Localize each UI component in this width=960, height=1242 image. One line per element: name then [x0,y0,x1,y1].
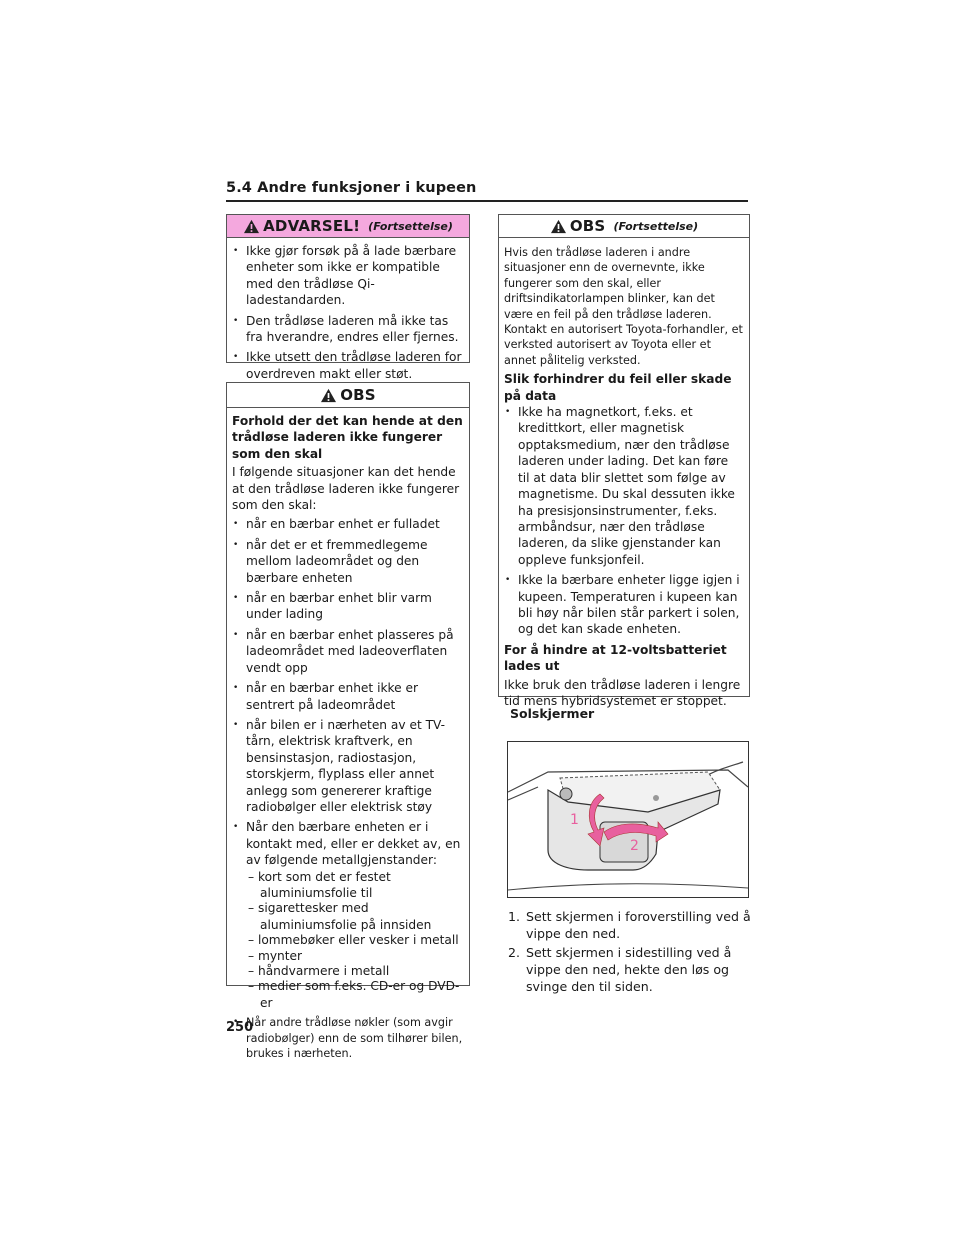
list-item: • Ikke gjør forsøk på å lade bærbare enheter som ikke er kompatible med den trådløse Qi-ladestandarden. [232,243,463,309]
list-item: • når en bærbar enhet er fulladet [232,516,463,532]
step-number: 1. [508,909,521,924]
caution-triangle-icon [550,219,567,234]
section-header [226,180,748,202]
list-item: • Den trådløse laderen må ikke tas fra hverandre, endres eller fjernes. [232,313,463,346]
list-item: • Ikke ha magnetkort, f.eks. et kredittkort, eller magnetisk opptaksmedium, nær den trådløse laderen under lading. Det kan føre til at data blir slettet som følge av magnetisme. Du skal dessuten ikke ha presisjonsinstrumenter, f.eks. armbåndsur, nær den trådløse laderen, da slike gjenstander kan oppleve funksjonfeil. [504,404,743,568]
obs-header [499,215,749,238]
obs-subheading: Slik forhindrer du feil eller skade på data [504,372,732,403]
section-title: 5.4 Andre funksjoner i kupeen [226,180,477,196]
obs-header [227,383,469,408]
step-item [508,944,752,995]
list-item: • Når andre trådløse nøkler (som avgir radiobølger) enn de som tilhører bilen, brukes i nærheten. [232,1015,463,1061]
obs-outro: Ikke bruk den trådløse laderen i lengre tid mens hybridsystemet er stoppet. [504,677,741,708]
list-item: • Når den bærbare enheten er i kontakt med, eller er dekket av, en av følgende metallgjenstander: [232,819,463,868]
obs-subheading: For å hindre at 12-voltsbatteriet lades ut [504,642,727,674]
list-item: • når bilen er i nærheten av et TV-tårn, elektrisk kraftverk, en bensinstasjon, radiostasjon, storskjerm, flyplass eller annet anlegg som genererer kraftige radiobølger eller elektrisk støy [232,717,463,815]
sun-visor-steps [508,908,752,997]
page-number: 250 [226,1020,254,1035]
obs-box-continued [498,214,750,708]
obs-intro: Hvis den trådløse laderen i andre situasjoner enn de overnevnte, ikke fungerer som den skal, eller driftsindikatorlampen blinker, kan det være en feil på den trådløse laderen. Kontakt en autorisert Toyota-forhandler, et verksted autorisert av Toyota eller et annet pålitelig verksted. [504,246,743,367]
obs-heading: OBS [569,217,606,235]
list-item: • når en bærbar enhet blir varm under lading [232,590,463,623]
sub-list-item: – mynter [248,948,303,963]
sun-visor-heading: Solskjermer [510,706,595,721]
sub-list-item: – lommebøker eller vesker i metall [248,933,459,948]
list-item: • Ikke la bærbare enheter ligge igjen i kupeen. Temperaturen i kupeen kan bli høy når bilen står parkert i solen, og det kan skade enheten. [504,572,743,638]
continued-label: (Fortsettelse) [613,219,699,233]
step-number: 2. [508,945,521,960]
sun-visor-figure [507,741,749,898]
list-item: • når en bærbar enhet plasseres på ladeområdet med ladeoverflaten vendt opp [232,627,463,676]
sun-visor-illustration [508,742,748,897]
list-item: • når det er et fremmedlegeme mellom ladeområdet og den bærbare enheten [232,537,463,586]
sub-list-item: – kort som det er festet aluminiumsfolie til [248,869,391,900]
step-text: Sett skjermen i sidestilling ved å vippe den ned, hekte den løs og svinge den til siden. [526,945,732,994]
warning-header [227,215,469,238]
warning-triangle-icon [243,219,260,234]
figure-label-1: 1 [570,812,579,828]
sub-list-item: – håndvarmere i metall [248,964,390,978]
figure-label-2: 2 [630,838,639,854]
caution-triangle-icon [320,388,337,403]
step-text: Sett skjermen i foroverstilling ved å vippe den ned. [526,909,751,941]
obs-intro: I følgende situasjoner kan det hende at den trådløse laderen ikke fungerer som den skal: [232,465,460,513]
step-item [508,908,752,942]
obs-subheading: Forhold der det kan hende at den trådløse laderen ikke fungerer som den skal [232,414,463,461]
sub-list-item: – medier som f.eks. CD-er og DVD-er [248,979,460,1010]
continued-label: (Fortsettelse) [368,219,453,233]
sub-list-item: – sigarettesker med aluminiumsfolie på innsiden [248,901,432,932]
section-rule [226,200,748,202]
obs-heading: OBS [340,386,376,404]
warning-heading: ADVARSEL! [263,217,361,235]
list-item: • når en bærbar enhet ikke er sentrert på ladeområdet [232,680,463,713]
warning-box [226,214,470,381]
list-item: • Ikke utsett den trådløse laderen for overdreven makt eller støt. [232,349,463,382]
